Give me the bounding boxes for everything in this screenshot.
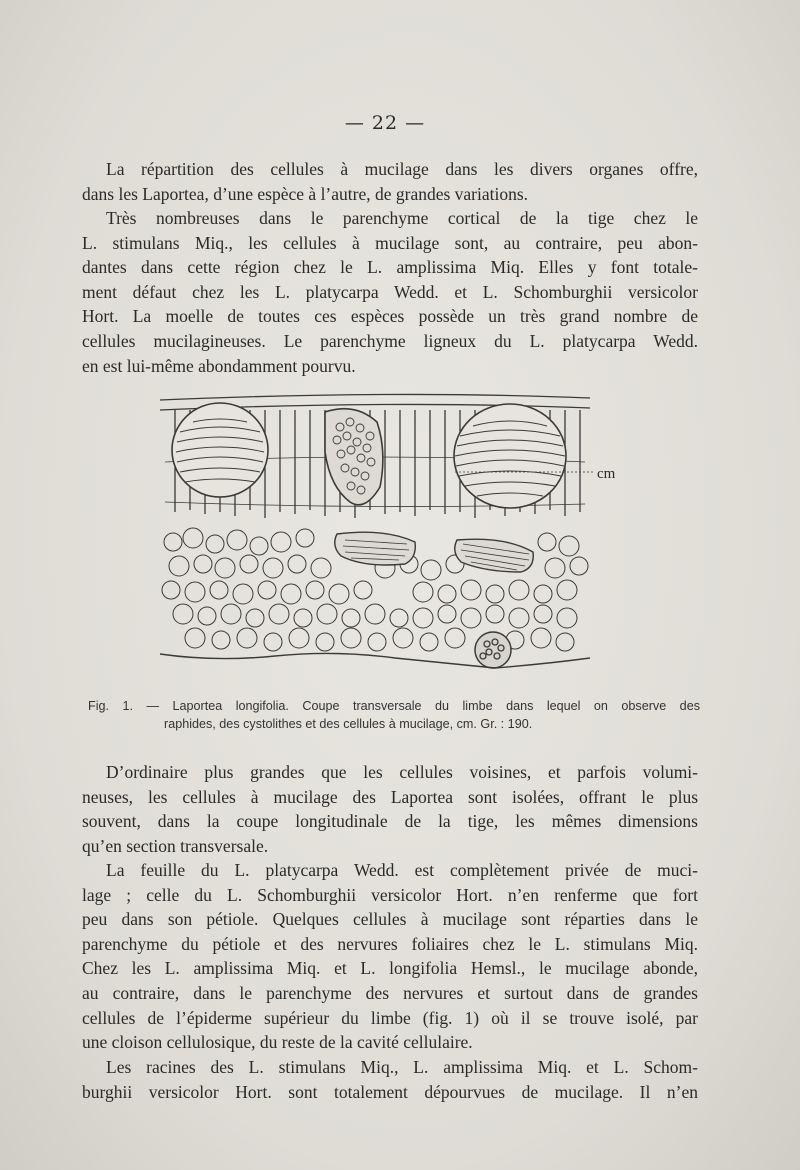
text-line: Chez les L. amplissima Miq. et L. longifolia Hemsl., le mucilage abonde,: [82, 958, 698, 979]
text-line: dans les Laportea, d’une espèce à l’autre, de grandes variations.: [82, 183, 529, 204]
text-line: lage ; celle du L. Schomburghii versicolor Hort. n’en renferme que fort: [82, 884, 698, 905]
page-number: — 22 —: [344, 112, 426, 134]
text-line: cellules de l’épiderme supérieur du limbe (fig. 1) où il se trouve isolé, par: [82, 1007, 698, 1028]
figure-leaf-cross-section: [155, 392, 635, 682]
text-line: en est lui-même abondamment pourvu.: [82, 355, 356, 376]
caption-line: Fig. 1. — Laportea longifolia. Coupe transversale du limbe dans lequel on observe des: [88, 699, 700, 713]
mucilage-cell-right: [454, 404, 566, 508]
text-line: au contraire, dans le parenchyme des nervures et surtout dans de grandes: [82, 982, 698, 1003]
text-line: qu’en section transversale.: [82, 835, 269, 856]
cm-label: cm: [597, 466, 616, 482]
text-line: dantes dans cette région chez le L. amplissima Miq. Elles y font totale-: [82, 257, 698, 278]
text-line: cellules mucilagineuses. Le parenchyme ligneux du L. platycarpa Wedd.: [82, 330, 698, 351]
upper-epidermis-line: [160, 394, 590, 400]
cystolith-cell: [325, 409, 383, 505]
figure-caption: [88, 697, 700, 733]
text-line: burghii versicolor Hort. sont totalement dépourvues de mucilage. Il n’en: [82, 1081, 698, 1102]
text-line: parenchyme du pétiole et des nervures foliaires chez le L. stimulans Miq.: [82, 933, 698, 954]
raphide-cell-1: [335, 532, 416, 565]
leaf-section-drawing: [155, 392, 635, 682]
lower-epidermis-line: [160, 653, 590, 668]
paragraph-4: [82, 858, 698, 1055]
text-line: ment défaut chez les L. platycarpa Wedd. et L. Schomburghii versicolor: [82, 281, 698, 302]
text-line: La répartition des cellules à mucilage dans les divers organes offre,: [106, 159, 698, 179]
text-line: peu dans son pétiole. Quelques cellules à mucilage sont réparties dans le: [82, 909, 698, 930]
text-line: souvent, dans la coupe longitudinale de la tige, les mêmes dimensions: [82, 811, 698, 832]
text-line: D’ordinaire plus grandes que les cellules voisines, et parfois volumi-: [106, 762, 698, 782]
paragraph-5: [82, 1055, 698, 1104]
text-line: neuses, les cellules à mucilage des Laportea sont isolées, offrant le plus: [82, 786, 698, 807]
text-line: L. stimulans Miq., les cellules à mucilage sont, au contraire, peu abon-: [82, 232, 698, 253]
paragraph-1: [82, 157, 698, 206]
mucilage-cell-left: [172, 403, 268, 497]
lower-cystolith-cell: [475, 632, 511, 668]
paragraph-2: [82, 206, 698, 378]
text-line: Hort. La moelle de toutes ces espèces possède un très grand nombre de: [82, 306, 698, 327]
text-line: Les racines des L. stimulans Miq., L. amplissima Miq. et L. Schom-: [106, 1057, 698, 1077]
caption-line: raphides, des cystolithes et des cellules à mucilage, cm. Gr. : 190.: [164, 717, 533, 731]
text-line: Très nombreuses dans le parenchyme cortical de la tige chez le: [106, 208, 698, 228]
paragraph-3: [82, 760, 698, 858]
raphide-cell-2: [455, 539, 534, 572]
text-line: une cloison cellulosique, du reste de la cavité cellulaire.: [82, 1032, 473, 1053]
text-line: La feuille du L. platycarpa Wedd. est complètement privée de muci-: [106, 860, 698, 880]
